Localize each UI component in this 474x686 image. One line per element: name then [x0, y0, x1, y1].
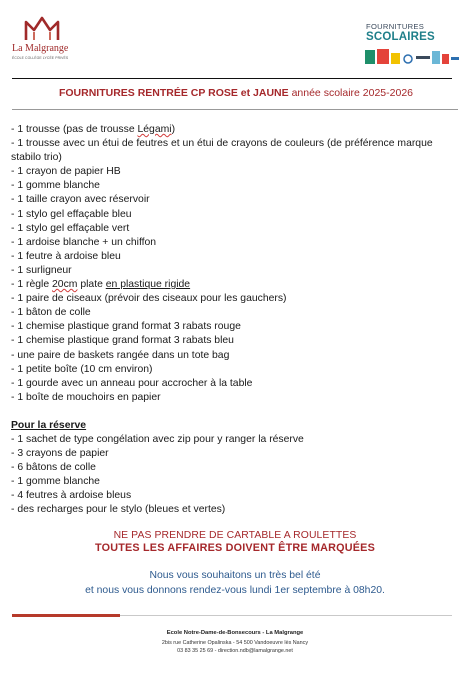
reserve-item: - 3 crayons de papier [11, 448, 109, 460]
list-item: - 1 petite boîte (10 cm environ) [11, 363, 153, 375]
title-year: année scolaire 2025-2026 [288, 87, 414, 99]
school-logo-subtitle: ÉCOLE COLLÈGE LYCÉE PRIVÉS [12, 56, 69, 60]
page-title [12, 87, 460, 99]
list-item: - 1 règle 20cm plate en plastique rigide [11, 279, 191, 291]
list-item: - 1 chemise plastique grand format 3 rabats bleu [11, 335, 234, 347]
footer-rule [120, 615, 452, 616]
list-item: - 1 surligneur [11, 264, 72, 276]
footer-accent-rule [12, 614, 120, 617]
supplies-logo [364, 22, 460, 68]
list-item: - 1 boîte de mouchoirs en papier [11, 391, 161, 403]
header-rule [12, 78, 452, 79]
list-item: - 1 stylo gel effaçable bleu [11, 208, 132, 220]
title-main: FOURNITURES RENTRÉE CP ROSE et JAUNE [58, 87, 289, 99]
supplies-logo-top: FOURNITURES [366, 22, 425, 31]
list-item: - 1 ardoise blanche + un chiffon [11, 236, 157, 248]
list-item: - 1 feutre à ardoise bleu [11, 250, 121, 262]
school-logo-icon [22, 16, 62, 42]
reserve-heading: Pour la réserve [11, 419, 87, 431]
list-item: - 1 gomme blanche [11, 180, 100, 192]
list-item: - 1 paire de ciseaux (prévoir des ciseaux pour les gauchers) [11, 293, 287, 305]
list-item: - 1 chemise plastique grand format 3 rabats rouge [11, 321, 241, 333]
reserve-item: - des recharges pour le stylo (bleues et vertes) [11, 504, 226, 516]
reserve-item: - 1 sachet de type congélation avec zip pour y ranger la réserve [11, 433, 304, 445]
title-rule [12, 109, 458, 110]
reserve-item: - 6 bâtons de colle [11, 462, 96, 474]
list-item: - 1 trousse avec un étui de feutres et un étui de crayons de couleurs (de préférence marque stabilo trio) [11, 138, 433, 164]
school-supplies-icon [364, 47, 460, 65]
supplies-list [11, 123, 459, 518]
list-item: - 1 stylo gel effaçable vert [11, 222, 130, 234]
no-trolley-notice: NE PAS PRENDRE DE CARTABLE A ROULETTES [113, 530, 357, 541]
footer-contact: 03 83 35 25 69 - direction.ndb@lamalgrange.net [177, 648, 293, 654]
school-logo [12, 16, 82, 64]
summer-wish: Nous vous souhaitons un très bel été [149, 570, 321, 581]
supplies-logo-bottom: SCOLAIRES [366, 31, 435, 43]
meeting-date: et nous vous donnons rendez-vous lundi 1er septembre à 08h20. [85, 585, 385, 596]
list-item: - 1 trousse (pas de trousse Légami) [11, 124, 176, 135]
reserve-item: - 4 feutres à ardoise bleus [11, 490, 132, 502]
list-item: - une paire de baskets rangée dans un tote bag [11, 349, 230, 361]
list-item: - 1 bâton de colle [11, 307, 91, 319]
reserve-item: - 1 gomme blanche [11, 476, 100, 488]
footer-address: 2bis rue Catherine Opalinska - 54 500 Vandoeuvre lès Nancy [161, 640, 309, 646]
school-logo-name: La Malgrange [12, 43, 69, 54]
list-item: - 1 crayon de papier HB [11, 166, 121, 178]
list-item: - 1 gourde avec un anneau pour accrocher à la table [11, 377, 253, 389]
footer-school-name: Ecole Notre-Dame-de-Bonsecours - La Malgrange [166, 630, 304, 636]
label-all-notice: TOUTES LES AFFAIRES DOIVENT ÊTRE MARQUÉES [95, 542, 375, 554]
list-item: - 1 taille crayon avec réservoir [11, 194, 150, 206]
